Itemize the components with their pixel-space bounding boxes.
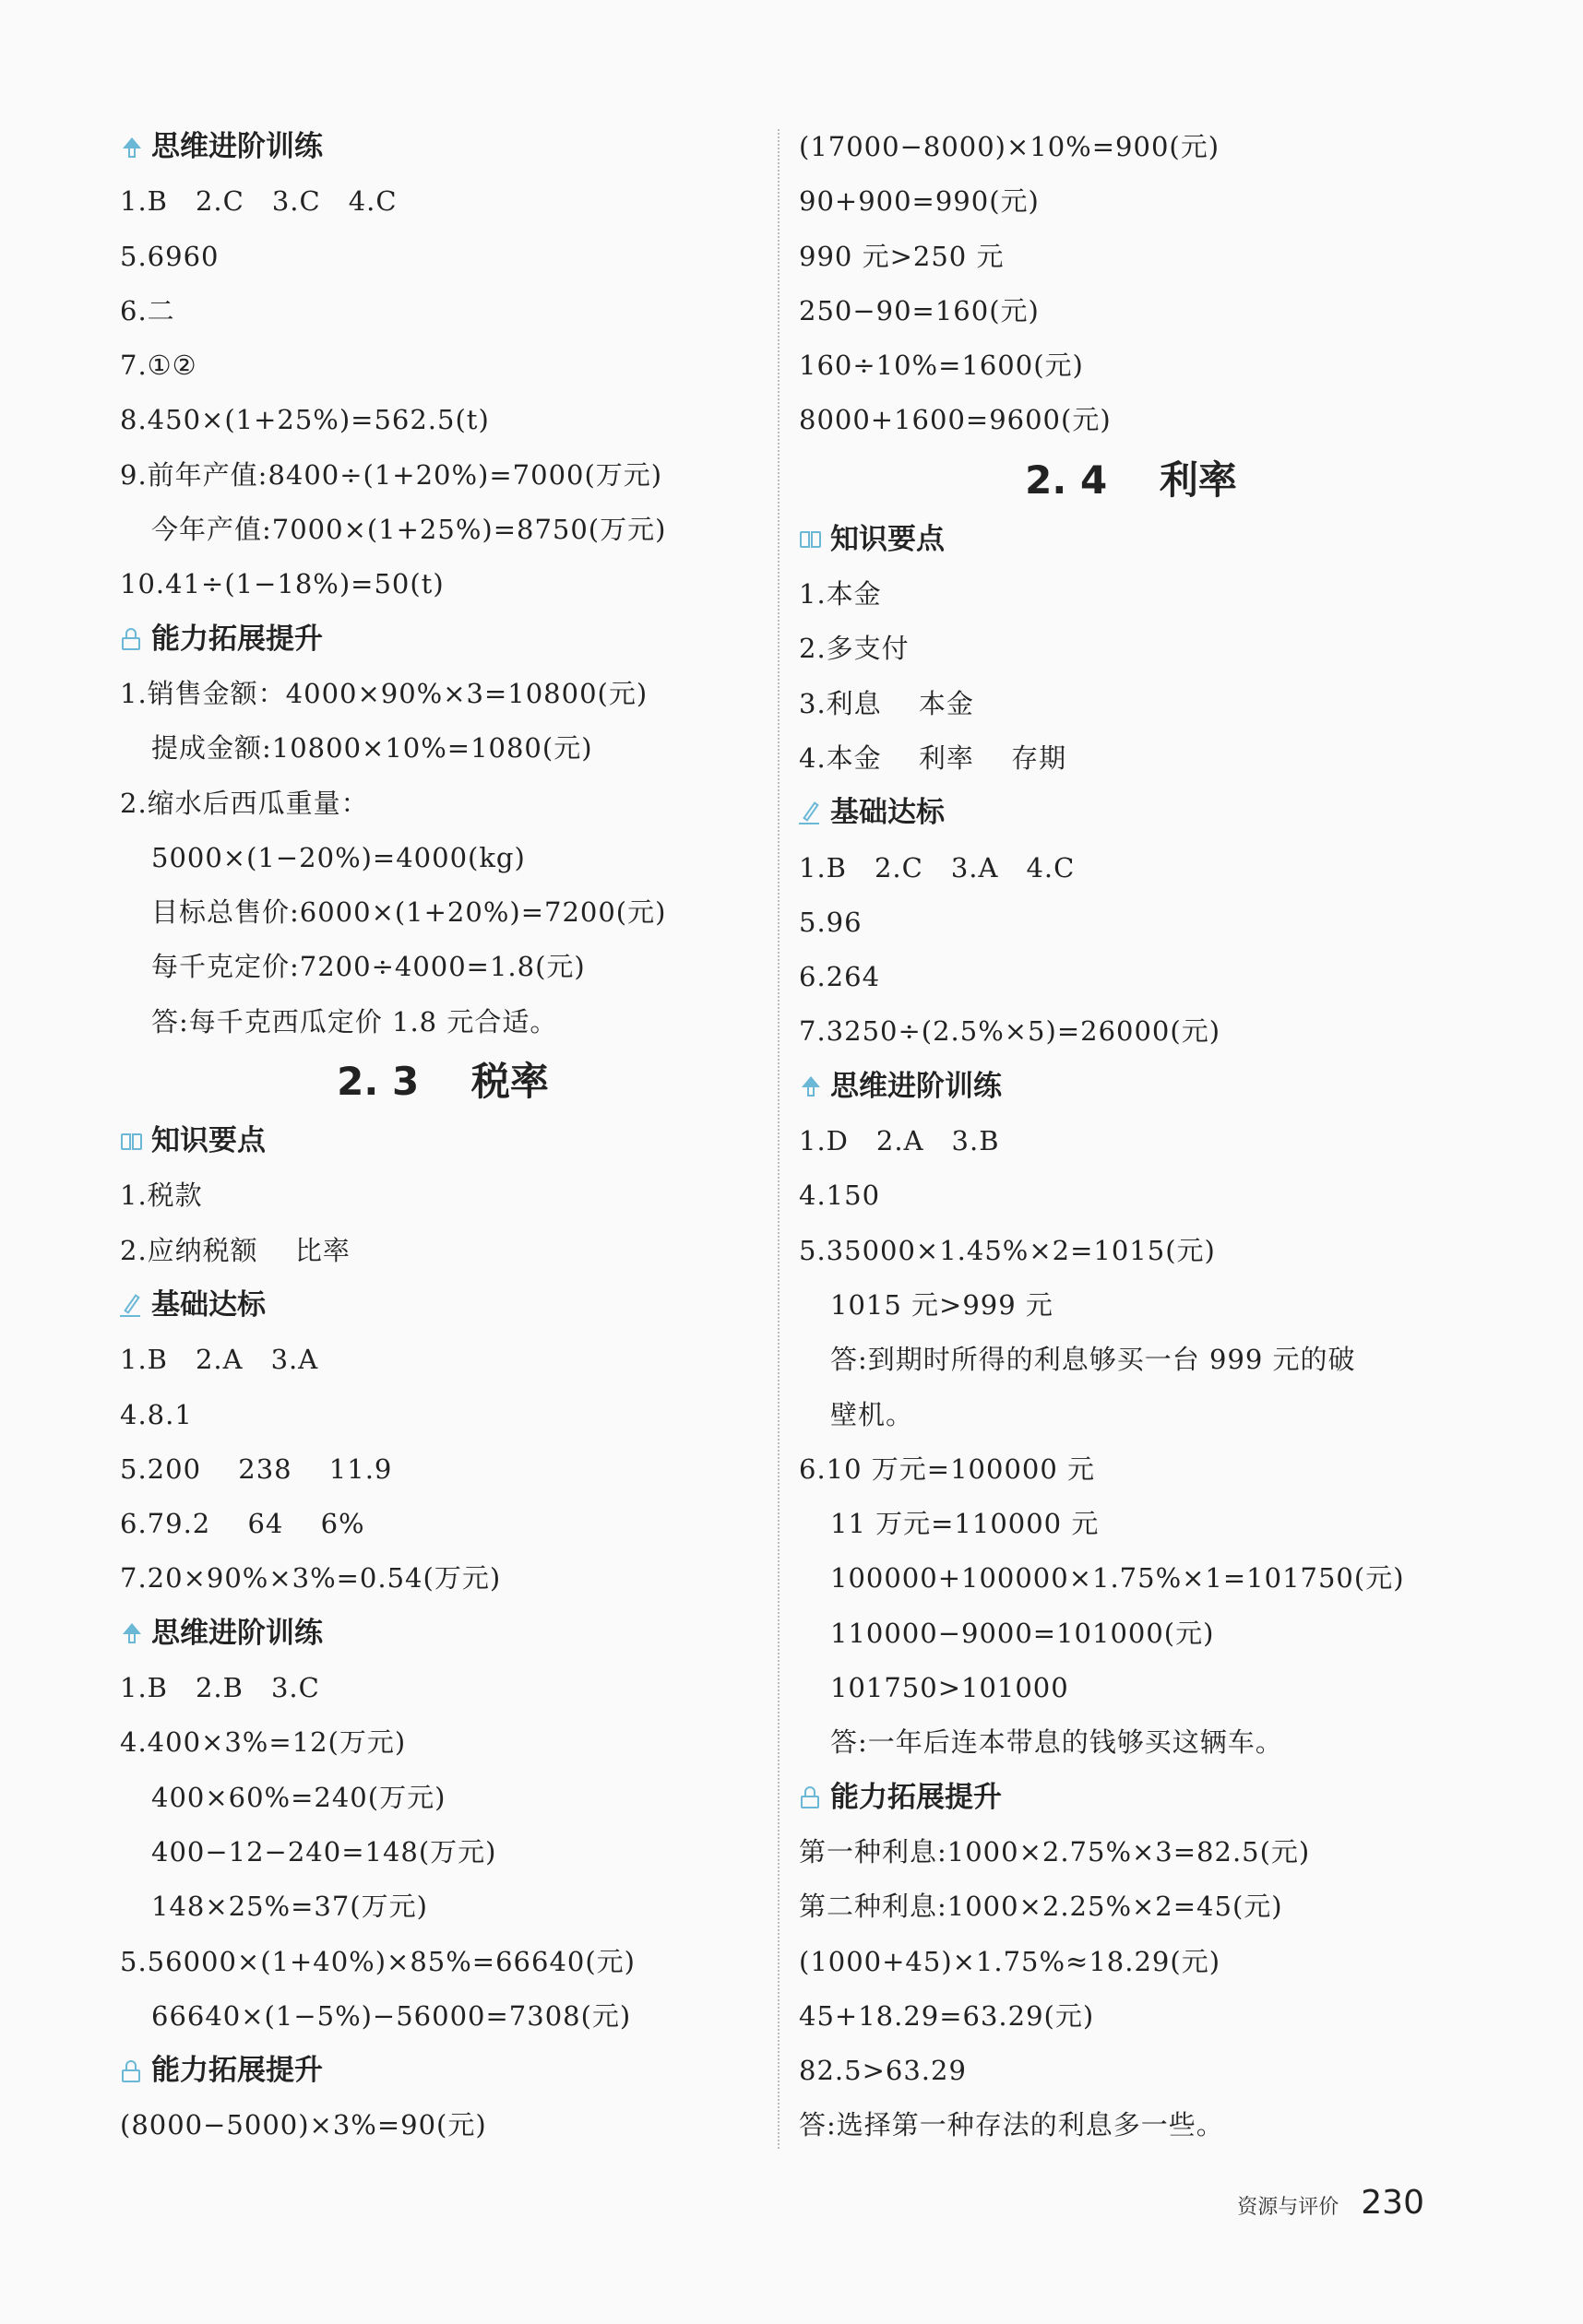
section-heading-knowledge: 知识要点	[799, 513, 1463, 567]
page-footer	[1237, 2184, 1424, 2222]
answer-line: (1000+45)×1.75%≈18.29(元)	[799, 1945, 1221, 1977]
answer-line: 1.D 2.A 3.B	[799, 1125, 1000, 1157]
lock-icon	[120, 627, 144, 651]
answer-line: (8000−5000)×3%=90(元)	[120, 2109, 487, 2141]
answer-line: 答:每千克西瓜定价 1.8 元合适。	[151, 1005, 558, 1038]
answer-line: 250−90=160(元)	[799, 294, 1040, 326]
answer-line: 5.200 238 11.9	[120, 1452, 393, 1485]
answer-line: 1.税款	[120, 1180, 203, 1212]
answer-line: 1.B 2.A 3.A	[120, 1344, 319, 1376]
answer-line: 今年产值:7000×(1+25%)=8750(万元)	[151, 514, 667, 546]
answer-line: 目标总售价:6000×(1+20%)=7200(元)	[151, 896, 667, 929]
answer-line: 答:一年后连本带息的钱够买这辆车。	[830, 1726, 1283, 1759]
answer-line: (17000−8000)×10%=900(元)	[799, 131, 1220, 162]
section-heading-thinking: 思维进阶训练	[799, 1060, 1463, 1114]
section-heading-thinking: 思维进阶训练	[120, 120, 766, 174]
answer-line: 160÷10%=1600(元)	[799, 350, 1084, 382]
answer-line: 7.20×90%×3%=0.54(万元)	[120, 1562, 502, 1595]
answer-line: 2.多支付	[799, 633, 910, 665]
answer-line: 4.8.1	[120, 1398, 193, 1430]
section-heading-basic: 基础达标	[799, 786, 1463, 840]
answer-line: 400×60%=240(万元)	[151, 1781, 446, 1813]
answer-line: 101750>101000	[830, 1672, 1069, 1704]
section-heading-knowledge: 知识要点	[120, 1114, 766, 1168]
section-title-tax-rate: 2. 3 税率	[337, 1059, 549, 1105]
answer-line: 1.B 2.B 3.C	[120, 1672, 320, 1704]
answer-line: 2.应纳税额 比率	[120, 1234, 351, 1266]
section-heading-ability: 能力拓展提升	[120, 2044, 766, 2098]
answer-line: 90+900=990(元)	[799, 185, 1040, 218]
answer-line: 6.二	[120, 294, 175, 326]
book-icon	[120, 1130, 144, 1154]
answer-line: 400−12−240=148(万元)	[151, 1835, 497, 1868]
answer-line: 第二种利息:1000×2.25%×2=45(元)	[799, 1891, 1283, 1923]
lock-icon	[799, 1785, 823, 1809]
answer-line: 5.56000×(1+40%)×85%=66640(元)	[120, 1945, 636, 1977]
answer-line: 1.B 2.C 3.A 4.C	[799, 851, 1076, 883]
answer-line: 5000×(1−20%)=4000(kg)	[151, 841, 526, 873]
answer-line: 7.3250÷(2.5%×5)=26000(元)	[799, 1015, 1221, 1048]
answer-line: 壁机。	[830, 1398, 914, 1430]
answer-line: 110000−9000=101000(元)	[830, 1617, 1215, 1649]
arrow-up-icon	[120, 136, 144, 160]
answer-line: 10.41÷(1−18%)=50(t)	[120, 568, 445, 600]
pen-icon	[799, 801, 823, 825]
answer-line: 1015 元>999 元	[830, 1288, 1053, 1321]
answer-line: 8.450×(1+25%)=562.5(t)	[120, 404, 490, 436]
answer-line: 11 万元=110000 元	[830, 1508, 1100, 1540]
column-divider	[778, 129, 780, 2149]
pen-icon	[120, 1294, 144, 1318]
answer-line: 答:到期时所得的利息够买一台 999 元的破	[830, 1344, 1356, 1376]
answer-line: 82.5>63.29	[799, 2055, 967, 2087]
answer-line: 5.35000×1.45%×2=1015(元)	[799, 1234, 1216, 1266]
answer-line: 9.前年产值:8400÷(1+20%)=7000(万元)	[120, 458, 663, 491]
answer-line: 990 元>250 元	[799, 240, 1005, 272]
answer-line: 提成金额:10800×10%=1080(元)	[151, 732, 593, 765]
section-heading-basic: 基础达标	[120, 1278, 766, 1333]
section-heading-ability: 能力拓展提升	[799, 1771, 1463, 1825]
left-column	[120, 120, 766, 2153]
answer-line: 6.79.2 64 6%	[120, 1508, 365, 1540]
answer-line: 45+18.29=63.29(元)	[799, 1999, 1095, 2032]
answer-line: 5.96	[799, 906, 863, 938]
arrow-up-icon	[799, 1074, 823, 1098]
answer-line: 4.400×3%=12(万元)	[120, 1726, 407, 1759]
answer-line: 3.利息 本金	[799, 687, 974, 719]
answer-line: 2.缩水后西瓜重量：	[120, 787, 369, 819]
answer-line: 100000+100000×1.75%×1=101750(元)	[830, 1562, 1405, 1595]
section-title-interest-rate: 2. 4 利率	[1025, 456, 1237, 503]
section-heading-thinking: 思维进阶训练	[120, 1607, 766, 1661]
answer-line: 6.264	[799, 961, 881, 993]
lock-icon	[120, 2059, 144, 2083]
answer-line: 1.本金	[799, 578, 882, 611]
answer-line: 第一种利息:1000×2.75%×3=82.5(元)	[799, 1835, 1311, 1868]
answer-line: 1.销售金额：4000×90%×3=10800(元)	[120, 677, 649, 709]
section-heading-ability: 能力拓展提升	[120, 612, 766, 667]
answer-line: 66640×(1−5%)−56000=7308(元)	[151, 1999, 632, 2032]
answer-line: 答:选择第一种存法的利息多一些。	[799, 2109, 1224, 2141]
answer-line: 7.①②	[120, 350, 197, 382]
answer-line: 4.150	[799, 1180, 881, 1212]
answer-line: 148×25%=37(万元)	[151, 1891, 428, 1923]
answer-line: 8000+1600=9600(元)	[799, 404, 1112, 436]
answer-line: 4.本金 利率 存期	[799, 741, 1067, 774]
page-number: 230	[1361, 2184, 1424, 2222]
answer-line: 6.10 万元=100000 元	[799, 1452, 1096, 1485]
book-icon	[799, 528, 823, 551]
answer-line: 5.6960	[120, 240, 220, 272]
footer-label: 资源与评价	[1237, 2196, 1339, 2219]
answer-line: 每千克定价:7200÷4000=1.8(元)	[151, 951, 586, 983]
right-column	[799, 120, 1463, 2153]
answer-line: 1.B 2.C 3.C 4.C	[120, 185, 398, 218]
arrow-up-icon	[120, 1621, 144, 1645]
